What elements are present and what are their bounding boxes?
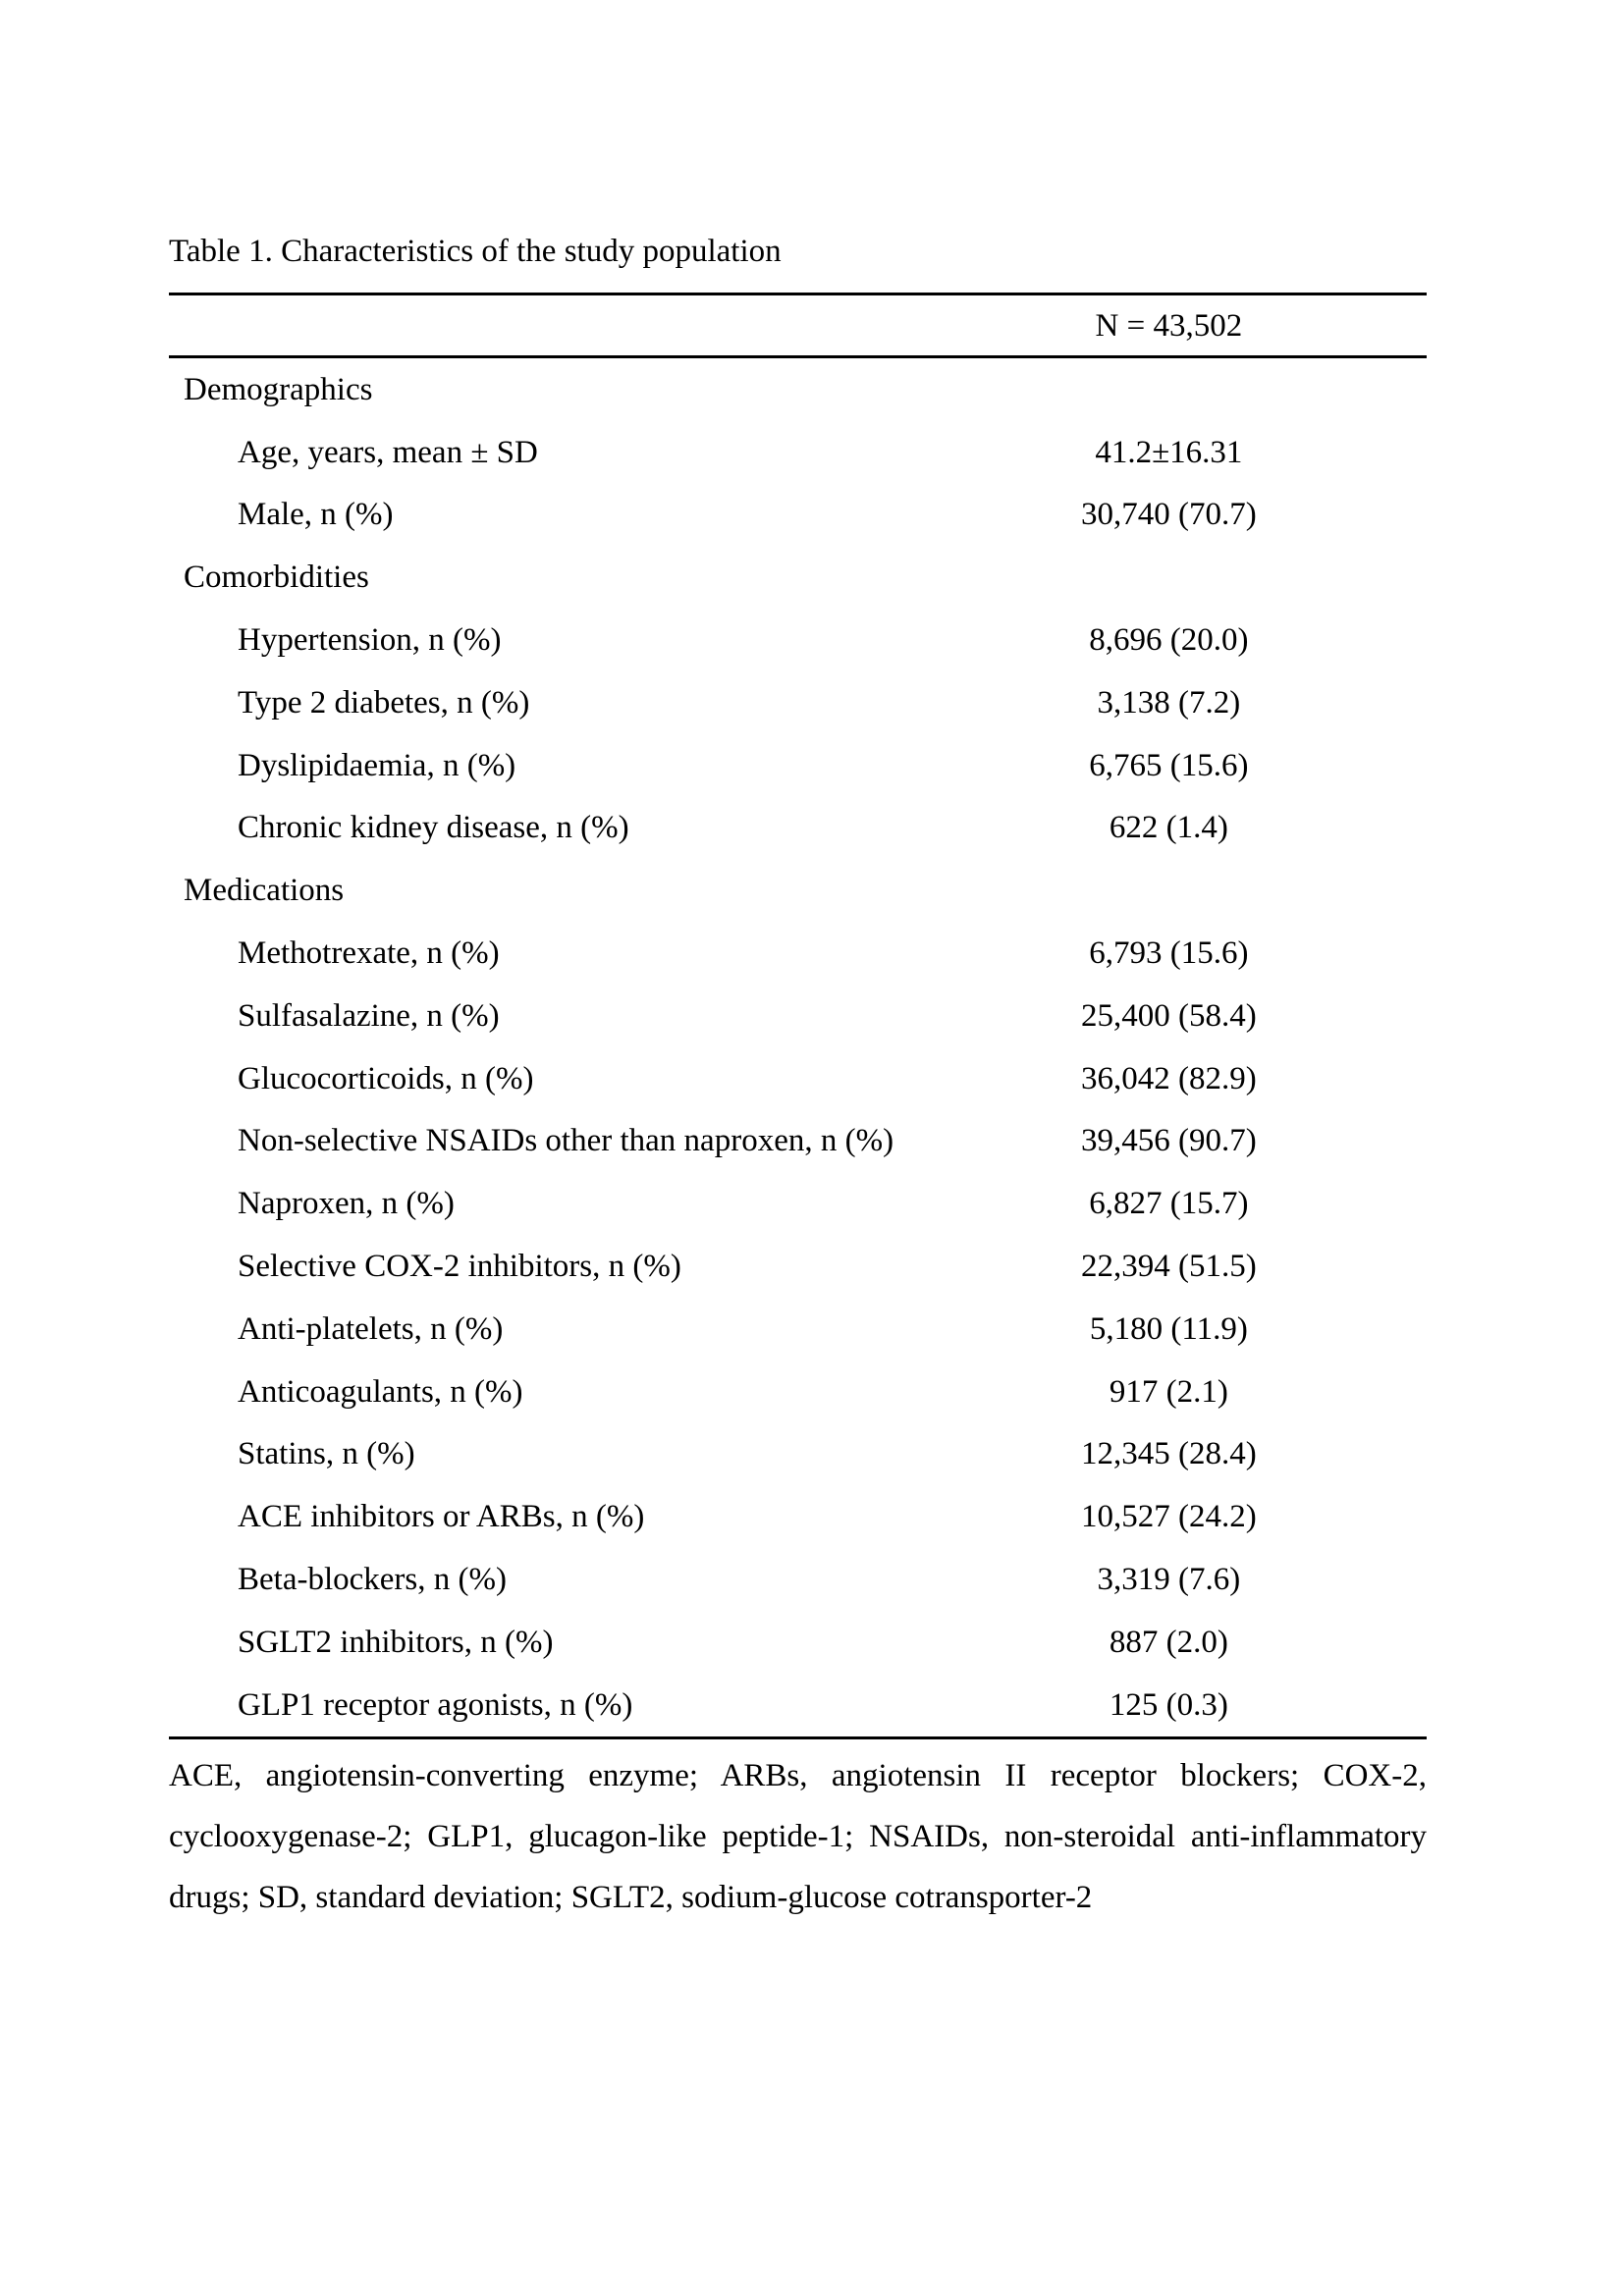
row-label: Glucocorticoids, n (%) (238, 1060, 534, 1096)
table-row (169, 1674, 1427, 1736)
table-row (169, 421, 1427, 484)
row-label: Beta-blockers, n (%) (238, 1562, 507, 1598)
row-label: Chronic kidney disease, n (%) (238, 810, 629, 846)
table-row (169, 922, 1427, 985)
row-label: Methotrexate, n (%) (238, 935, 500, 972)
row-value: 917 (2.1) (1109, 1373, 1228, 1410)
table-row (169, 734, 1427, 797)
row-value: 5,180 (11.9) (1089, 1310, 1248, 1347)
row-label: Age, years, mean ± SD (238, 434, 538, 470)
table-row (169, 985, 1427, 1047)
row-value: 39,456 (90.7) (1081, 1123, 1257, 1159)
table-row (169, 1361, 1427, 1423)
table-footnote: ACE, angiotensin-converting enzyme; ARBs, angiotensin II receptor blockers; COX-2, cyclooxygenase-2; GLP1, glucagon-like peptide-1; NSAIDs, non-steroidal anti-inflammatory drugs; SD, standard deviation; SGLT2, sodium-glucose cotransporter-2 (169, 1757, 1427, 1915)
table-row (169, 609, 1427, 671)
table-row (169, 1047, 1427, 1110)
row-label: ACE inhibitors or ARBs, n (%) (238, 1499, 645, 1535)
row-label: Male, n (%) (238, 497, 394, 533)
row-label: GLP1 receptor agonists, n (%) (238, 1686, 633, 1723)
row-value: 125 (0.3) (1109, 1686, 1228, 1723)
table-row (169, 797, 1427, 860)
table-row (169, 1235, 1427, 1298)
row-value: 3,319 (7.6) (1097, 1562, 1241, 1598)
header-n-value: N = 43,502 (1095, 307, 1243, 344)
table-row (169, 1298, 1427, 1361)
table-row (169, 1611, 1427, 1674)
section-empty-value-cell (911, 546, 1427, 609)
row-value: 6,765 (15.6) (1089, 747, 1249, 783)
row-label: Naproxen, n (%) (238, 1186, 455, 1222)
header-empty-cell (169, 295, 911, 355)
row-value: 6,793 (15.6) (1089, 935, 1249, 972)
table-row (169, 484, 1427, 547)
row-value: 6,827 (15.7) (1089, 1186, 1249, 1222)
row-label: Anticoagulants, n (%) (238, 1373, 523, 1410)
table-row (169, 1172, 1427, 1235)
row-label: Hypertension, n (%) (238, 622, 502, 659)
row-label: Anti-platelets, n (%) (238, 1310, 504, 1347)
table-header-row (169, 295, 1427, 358)
row-value: 887 (2.0) (1109, 1624, 1228, 1660)
row-value: 22,394 (51.5) (1081, 1249, 1257, 1285)
table-title: Table 1. Characteristics of the study population (169, 234, 782, 269)
section-header-row (169, 546, 1427, 609)
section-label: Comorbidities (184, 560, 369, 596)
row-value: 622 (1.4) (1109, 810, 1228, 846)
section-label: Medications (184, 873, 345, 909)
table-row (169, 1423, 1427, 1486)
row-value: 3,138 (7.2) (1097, 684, 1241, 721)
row-label: Statins, n (%) (238, 1436, 415, 1472)
row-value: 36,042 (82.9) (1081, 1060, 1257, 1096)
row-label: Non-selective NSAIDs other than naproxen, n (%) (238, 1123, 894, 1159)
characteristics-table (169, 293, 1427, 1739)
section-empty-value-cell (911, 358, 1427, 421)
table-row (169, 1485, 1427, 1548)
section-header-row (169, 859, 1427, 922)
table-row (169, 671, 1427, 734)
row-value: 8,696 (20.0) (1089, 622, 1249, 659)
row-value: 12,345 (28.4) (1081, 1436, 1257, 1472)
page-content (169, 0, 1427, 1928)
row-label: Dyslipidaemia, n (%) (238, 747, 516, 783)
section-empty-value-cell (911, 859, 1427, 922)
row-label: Sulfasalazine, n (%) (238, 997, 500, 1034)
row-label: Selective COX-2 inhibitors, n (%) (238, 1249, 681, 1285)
table-body (169, 358, 1427, 1736)
row-label: Type 2 diabetes, n (%) (238, 684, 530, 721)
section-header-row (169, 358, 1427, 421)
row-value: 30,740 (70.7) (1081, 497, 1257, 533)
table-row (169, 1548, 1427, 1611)
row-label: SGLT2 inhibitors, n (%) (238, 1624, 554, 1660)
row-value: 41.2±16.31 (1095, 434, 1243, 470)
row-value: 25,400 (58.4) (1081, 997, 1257, 1034)
row-value: 10,527 (24.2) (1081, 1499, 1257, 1535)
table-row (169, 1110, 1427, 1173)
section-label: Demographics (184, 371, 373, 407)
